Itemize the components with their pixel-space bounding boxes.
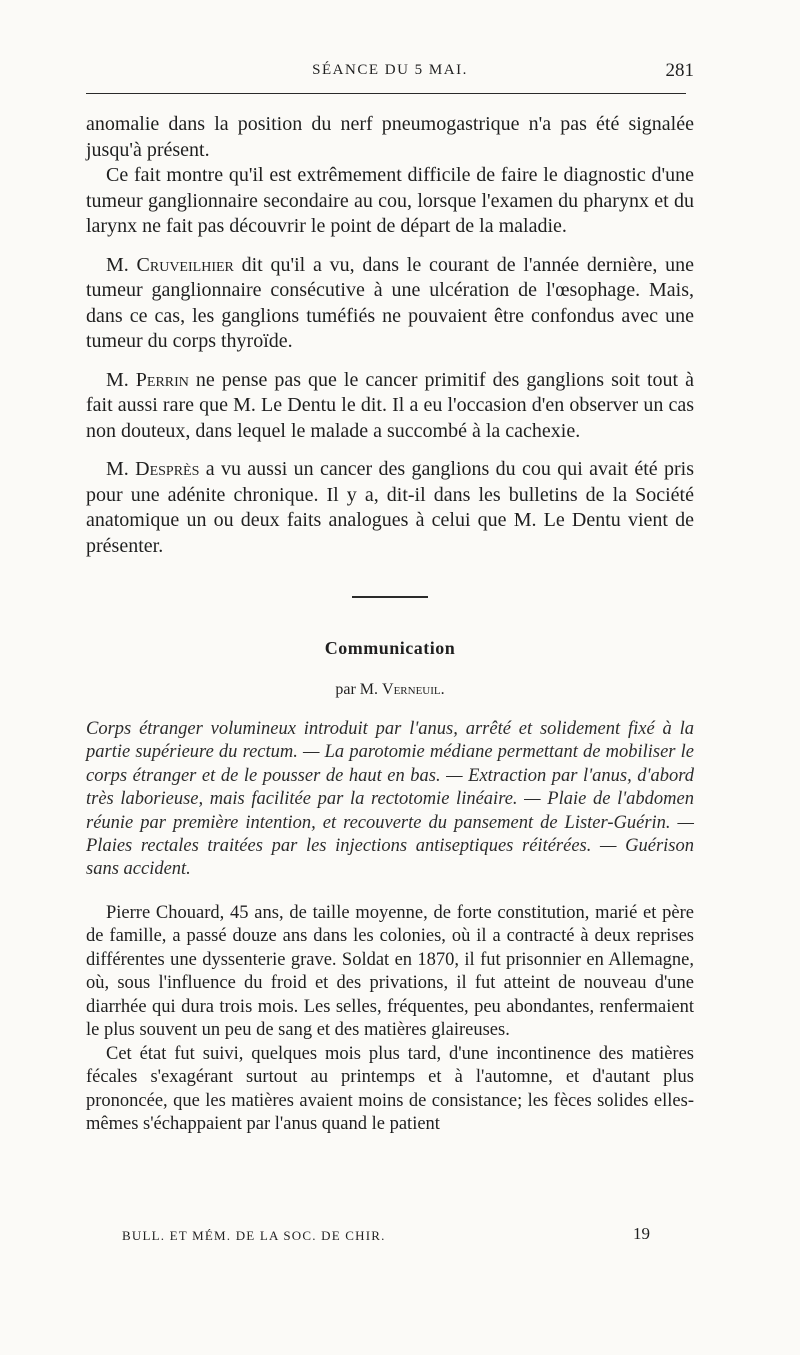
running-header: [86, 60, 694, 84]
footer-signature: 19: [633, 1224, 650, 1243]
paragraph-continuation: anomalie dans la position du nerf pneumogastrique n'a pas été signalée jusqu'à présent.: [86, 113, 694, 161]
paragraph-text: a vu aussi un cancer des ganglions du cou qui avait été pris pour une adénite chronique. Il y a, dit-il dans les bulletins de la Société anatomique un ou deux faits analogues à celui que M. Le Dentu vient de présenter.: [86, 458, 694, 557]
paragraph-case-history: Pierre Chouard, 45 ans, de taille moyenne, de forte constitution, marié et père de famille, a passé douze ans dans les colonies, où il a contracté à deux reprises différentes une dyssenterie grave. Soldat en 1870, il fut prisonnier en Allemagne, où, sous l'influence du froid et des privations, il fut atteint de nouveau d'une diarrhée qui dura trois mois. Les selles, fréquentes, peu abondantes, renfermaient le plus souvent un peu de sang et des matières glaireuses.: [86, 902, 694, 1041]
paragraph-diagnosis: Ce fait montre qu'il est extrêmement difficile de faire le diagnostic d'une tumeur ganglionnaire secondaire au cou, lorsque l'examen du pharynx et du larynx ne fait pas découvrir le point de départ de la maladie.: [86, 164, 694, 237]
paragraph-perrin: [86, 368, 694, 445]
paragraph-cruveilhier: [86, 253, 694, 355]
header-title: SÉANCE DU 5 MAI.: [312, 62, 468, 78]
speaker-name: M. Perrin: [106, 368, 189, 391]
byline-prefix: par M.: [335, 681, 383, 698]
speaker-name: M. Cruveilhier: [106, 253, 234, 276]
case-abstract: Corps étranger volumineux introduit par l'anus, arrêté et solidement fixé à la partie supérieure du rectum. — La parotomie médiane permettant de mobiliser le corps étranger et de le pousser de haut en bas. — Extraction par l'anus, d'abord très laborieuse, mais facilitée par la rectotomie linéaire. — Plaie de l'abdomen réunie par première intention, et recouverte du pansement de Lister-Guérin. — Plaies rectales traitées par les injections antiseptiques réitérées. — Guérison sans accident.: [86, 719, 694, 880]
section-byline: [86, 681, 694, 699]
section-title: Communication: [324, 638, 456, 658]
page-number: 281: [665, 60, 694, 81]
paragraph-despres: [86, 457, 694, 559]
paragraph-case-continued: Cet état fut suivi, quelques mois plus tard, d'une incontinence des matières fécales s'exagérant surtout au printemps et à l'automne, et d'autant plus prononcée, que les matières avaient moins de consistance; les fèces solides elles-mêmes s'échappaient par l'anus quand le patient: [86, 1043, 694, 1135]
header-rule: [86, 93, 686, 94]
page-body: [86, 112, 694, 1137]
byline-author: Verneuil.: [382, 681, 445, 698]
speaker-name: M. Desprès: [106, 458, 200, 480]
paragraph-text: dit qu'il a vu, dans le courant de l'année dernière, une tumeur ganglionnaire consécutive à une ulcération de l'œsophage. Mais, dans ce cas, les ganglions tuméfiés ne pouvaient être confondus avec une tumeur du corps thyroïde.: [86, 253, 695, 352]
footer-journal: BULL. ET MÉM. DE LA SOC. DE CHIR.: [122, 1228, 386, 1243]
page-footer: [86, 1226, 694, 1246]
paragraph-text: ne pense pas que le cancer primitif des ganglions soit tout à fait aussi rare que M. Le Dentu le dit. Il a eu l'occasion d'en observer un cas non douteux, dans lequel le malade a succombé à la cachexie.: [86, 368, 694, 442]
section-separator: [352, 596, 428, 598]
